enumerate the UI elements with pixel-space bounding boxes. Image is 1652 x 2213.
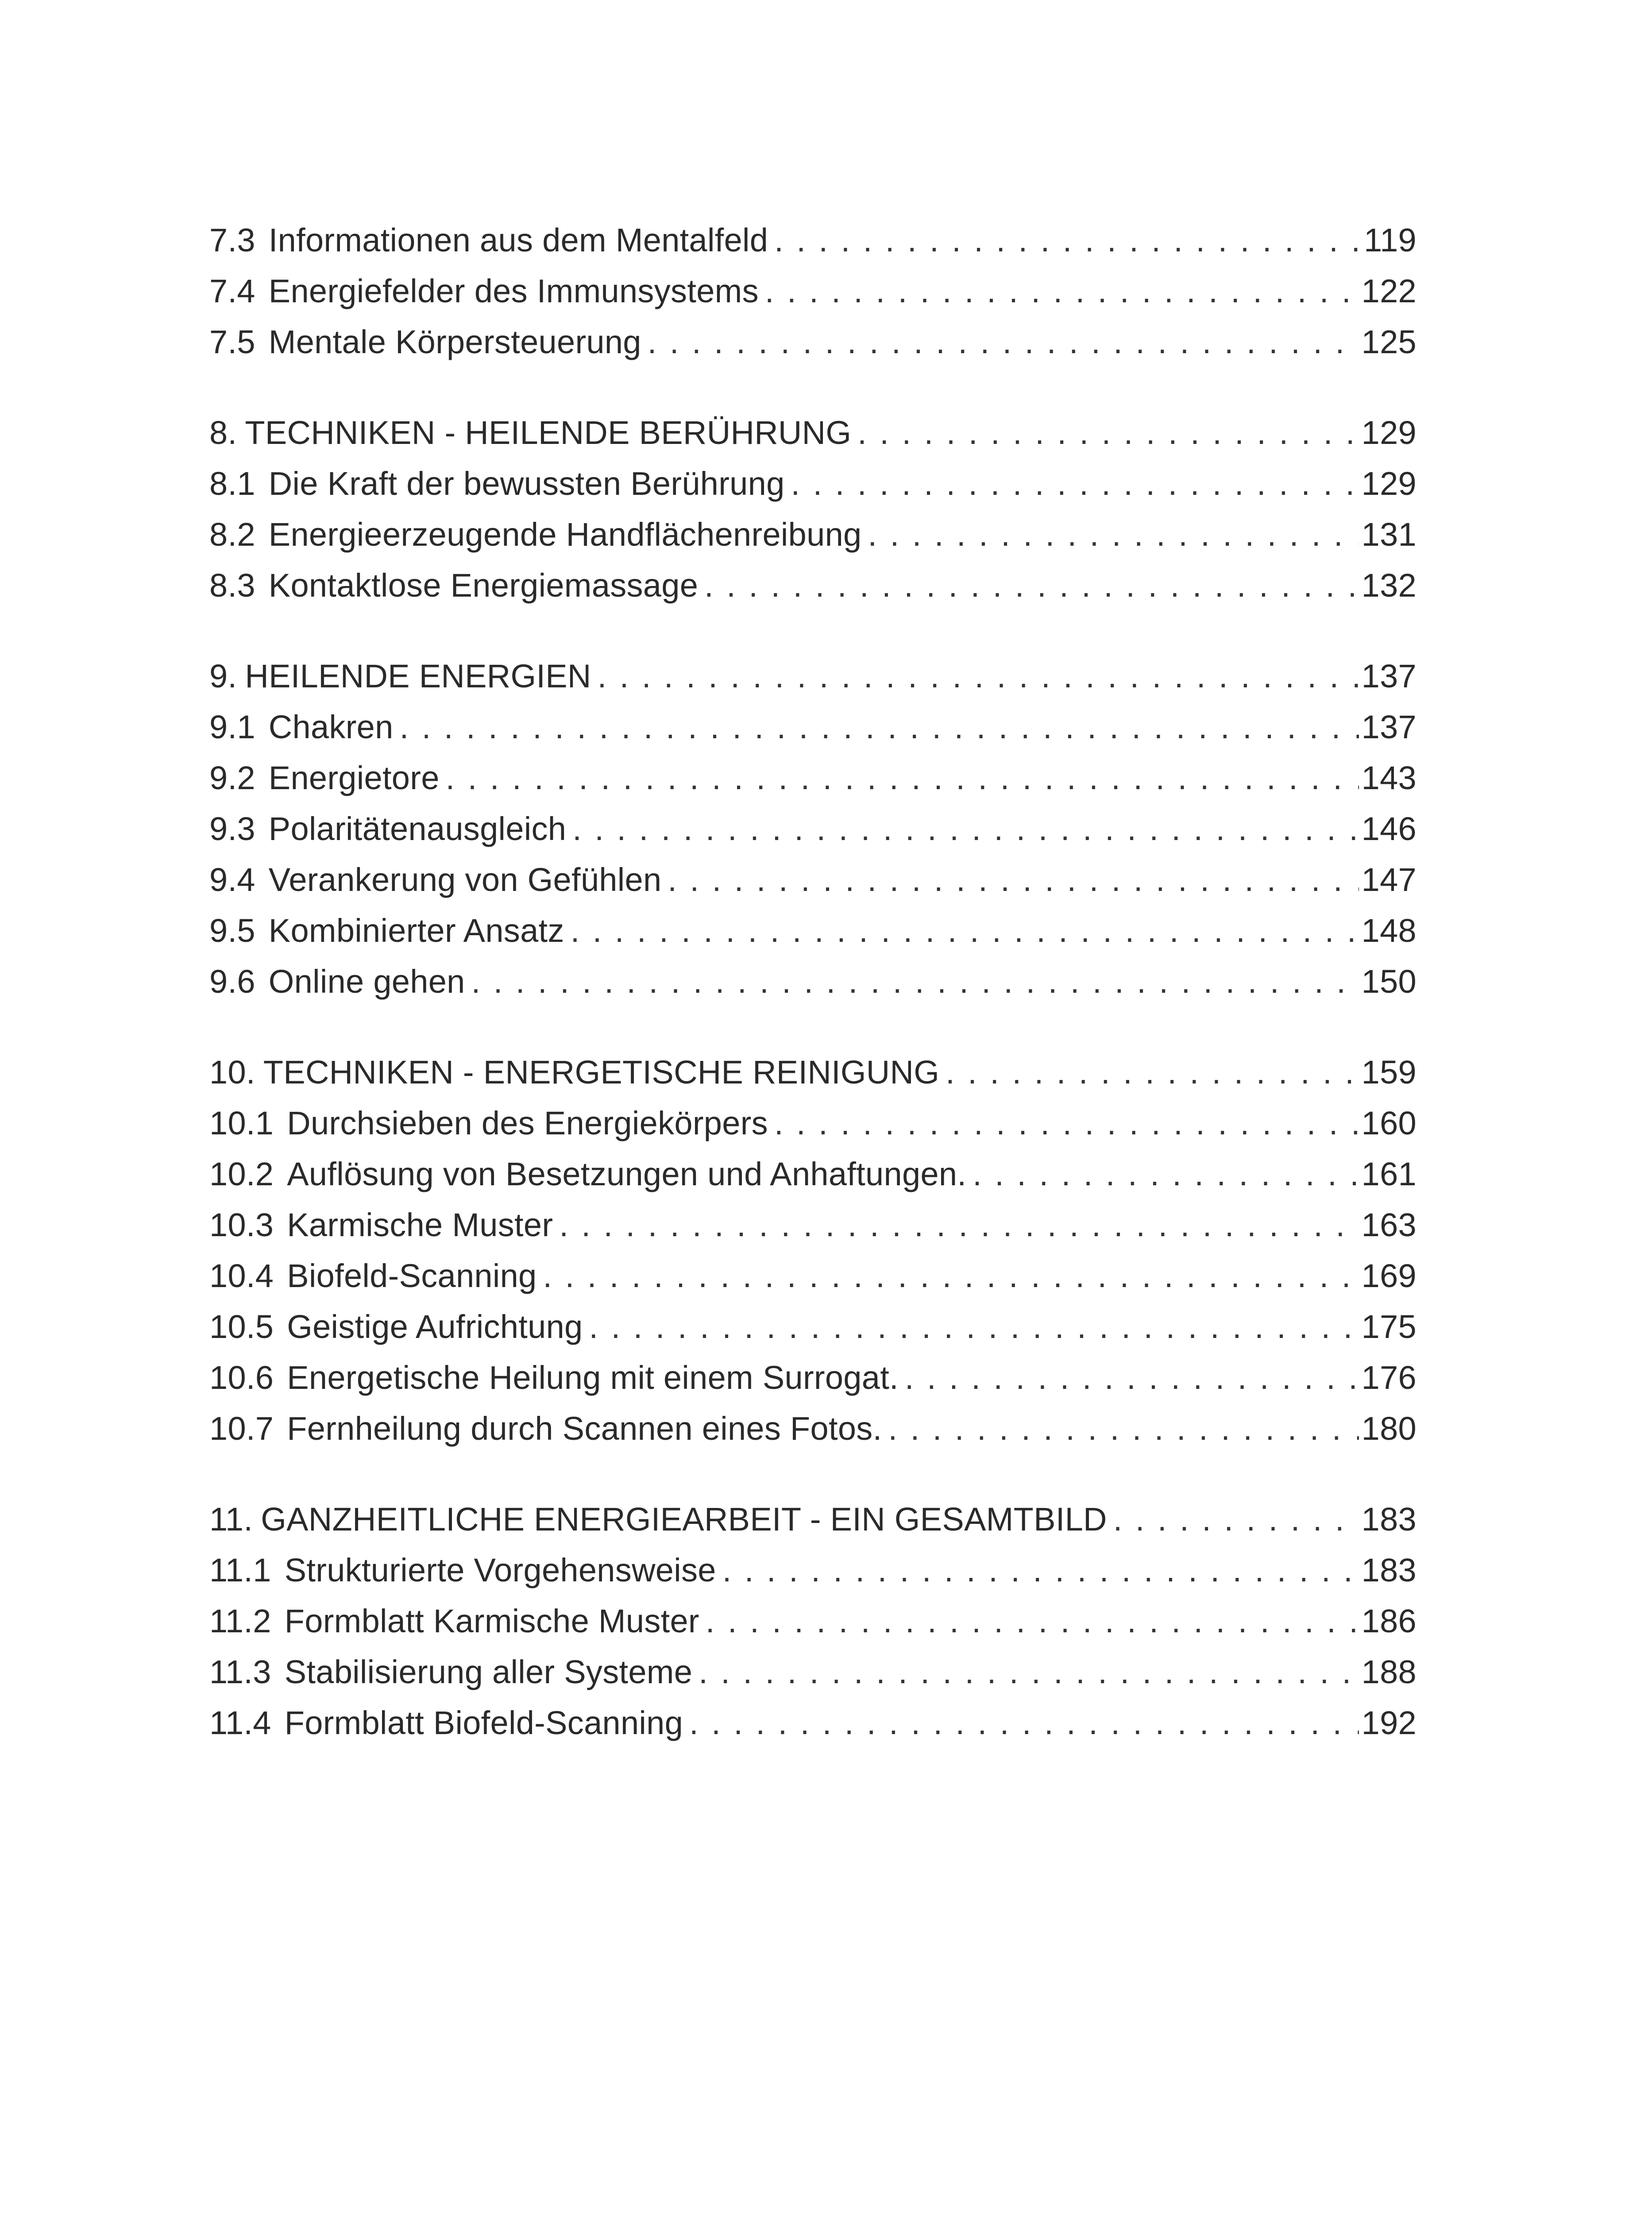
toc-entry-title: Formblatt Biofeld-Scanning <box>284 1704 683 1741</box>
dot-leader <box>704 560 1359 611</box>
toc-entry-number: 9.5 <box>209 912 255 949</box>
dot-leader <box>1113 1494 1359 1545</box>
toc-entry-title: Auflösung von Besetzungen und Anhaftungen. <box>287 1156 967 1192</box>
toc-entry[interactable] <box>209 1098 1417 1149</box>
toc-entry[interactable] <box>209 702 1417 752</box>
toc-entry[interactable] <box>209 215 1417 266</box>
toc-entry-page: 146 <box>1361 810 1417 847</box>
toc-entry-page: 159 <box>1361 1054 1417 1091</box>
toc-entry[interactable] <box>209 266 1417 316</box>
toc-entry[interactable] <box>209 956 1417 1007</box>
dot-leader <box>400 702 1359 752</box>
toc-entry-page: 131 <box>1361 516 1417 553</box>
toc-entry-page: 188 <box>1361 1654 1417 1690</box>
toc-entry-title: Biofeld-Scanning <box>287 1257 537 1294</box>
toc-entry-number: 10.1 <box>209 1105 274 1141</box>
toc-entry-page: 180 <box>1361 1410 1417 1447</box>
toc-entry-title: Geistige Aufrichtung <box>287 1308 583 1345</box>
toc-group-chapter-10 <box>209 1047 1417 1454</box>
toc-entry-page: 160 <box>1361 1105 1417 1141</box>
toc-entry-number: 11.2 <box>209 1603 271 1639</box>
toc-entry-title: Durchsieben des Energiekörpers <box>287 1105 768 1141</box>
toc-chapter-heading[interactable] <box>209 407 1417 458</box>
toc-entry-title: Energiefelder des Immunsystems <box>268 273 759 309</box>
toc-entry[interactable] <box>209 1646 1417 1697</box>
toc-entry-title: Energietore <box>268 760 440 796</box>
dot-leader <box>774 1098 1359 1149</box>
toc-entry-title: TECHNIKEN - ENERGETISCHE REINIGUNG <box>263 1054 940 1091</box>
toc-entry-title: Die Kraft der bewussten Berührung <box>268 465 785 502</box>
dot-leader <box>699 1646 1359 1697</box>
toc-entry-page: 129 <box>1361 414 1417 451</box>
dot-leader <box>706 1596 1359 1646</box>
toc-entry-number: 8. <box>209 414 237 451</box>
toc-entry-number: 8.1 <box>209 465 255 502</box>
dot-leader <box>868 509 1359 560</box>
toc-entry-number: 8.2 <box>209 516 255 553</box>
toc-entry-title: TECHNIKEN - HEILENDE BERÜHRUNG <box>245 414 852 451</box>
toc-entry-title: Energieerzeugende Handflächenreibung <box>268 516 862 553</box>
toc-entry-number: 10. <box>209 1054 255 1091</box>
toc-entry[interactable] <box>209 1250 1417 1301</box>
toc-entry-number: 10.7 <box>209 1410 274 1447</box>
dot-leader <box>571 905 1359 956</box>
toc-entry-title: Energetische Heilung mit einem Surrogat. <box>287 1359 899 1396</box>
dot-leader <box>791 458 1359 509</box>
toc-entry-title: Fernheilung durch Scannen eines Fotos. <box>287 1410 882 1447</box>
toc-entry-page: 129 <box>1361 465 1417 502</box>
dot-leader <box>774 215 1361 266</box>
toc-entry-title: GANZHEITLICHE ENERGIEARBEIT - EIN GESAMTBILD <box>261 1501 1107 1538</box>
toc-entry-title: Kombinierter Ansatz <box>268 912 564 949</box>
toc-chapter-heading[interactable] <box>209 1494 1417 1545</box>
toc-entry-title: Kontaktlose Energiemassage <box>268 567 699 604</box>
toc-entry-number: 11.4 <box>209 1704 271 1741</box>
toc-chapter-heading[interactable] <box>209 1047 1417 1098</box>
toc-entry-page: 132 <box>1361 567 1417 604</box>
toc-entry-number: 11.3 <box>209 1654 271 1690</box>
toc-entry-number: 10.4 <box>209 1257 274 1294</box>
table-of-contents <box>209 215 1417 1788</box>
toc-entry[interactable] <box>209 1697 1417 1748</box>
toc-entry-number: 11. <box>209 1501 253 1538</box>
dot-leader <box>857 407 1359 458</box>
toc-entry-page: 175 <box>1361 1308 1417 1345</box>
toc-entry[interactable] <box>209 1301 1417 1352</box>
dot-leader <box>668 854 1359 905</box>
toc-entry-number: 7.3 <box>209 222 255 258</box>
toc-entry[interactable] <box>209 1403 1417 1454</box>
toc-entry-title: Verankerung von Gefühlen <box>268 861 662 898</box>
toc-entry-title: Informationen aus dem Mentalfeld <box>268 222 768 258</box>
toc-entry-page: 148 <box>1361 912 1417 949</box>
toc-group-chapter-9 <box>209 651 1417 1007</box>
dot-leader <box>946 1047 1359 1098</box>
toc-entry-title: Online gehen <box>268 963 465 1000</box>
dot-leader <box>888 1403 1359 1454</box>
toc-entry[interactable] <box>209 1149 1417 1199</box>
toc-entry-title: Karmische Muster <box>287 1207 553 1243</box>
toc-entry[interactable] <box>209 1352 1417 1403</box>
dot-leader <box>973 1149 1359 1199</box>
toc-entry[interactable] <box>209 905 1417 956</box>
toc-entry-title: Chakren <box>268 709 394 745</box>
dot-leader <box>559 1199 1359 1250</box>
toc-entry-page: 176 <box>1361 1359 1417 1396</box>
toc-entry-number: 7.5 <box>209 324 255 360</box>
toc-entry-page: 183 <box>1361 1552 1417 1588</box>
toc-entry-page: 147 <box>1361 861 1417 898</box>
toc-entry-number: 9.6 <box>209 963 255 1000</box>
toc-entry-number: 10.5 <box>209 1308 274 1345</box>
toc-entry-page: 192 <box>1361 1704 1417 1741</box>
toc-group-chapter-8 <box>209 407 1417 611</box>
toc-entry-number: 9.2 <box>209 760 255 796</box>
toc-entry-page: 143 <box>1361 760 1417 796</box>
toc-entry[interactable] <box>209 1545 1417 1596</box>
toc-entry-title: Formblatt Karmische Muster <box>284 1603 699 1639</box>
toc-entry-page: 161 <box>1361 1156 1417 1192</box>
toc-entry-number: 9.4 <box>209 861 255 898</box>
dot-leader <box>543 1250 1359 1301</box>
toc-entry-page: 169 <box>1361 1257 1417 1294</box>
toc-group-chapter-11 <box>209 1494 1417 1748</box>
toc-entry-number: 10.6 <box>209 1359 274 1396</box>
toc-entry-number: 9. <box>209 658 237 694</box>
dot-leader <box>648 316 1359 367</box>
toc-entry-page: 186 <box>1361 1603 1417 1639</box>
toc-entry[interactable] <box>209 1199 1417 1250</box>
toc-entry[interactable] <box>209 560 1417 611</box>
toc-entry-title: Mentale Körpersteuerung <box>268 324 641 360</box>
toc-entry-number: 9.1 <box>209 709 255 745</box>
dot-leader <box>722 1545 1359 1596</box>
dot-leader <box>589 1301 1359 1352</box>
toc-entry[interactable] <box>209 752 1417 803</box>
toc-entry-page: 183 <box>1361 1501 1417 1538</box>
dot-leader <box>598 651 1359 702</box>
toc-group-chapter-7 <box>209 215 1417 367</box>
toc-entry-page: 137 <box>1361 709 1417 745</box>
toc-entry[interactable] <box>209 854 1417 905</box>
toc-entry-title: Strukturierte Vorgehensweise <box>284 1552 716 1588</box>
toc-entry[interactable] <box>209 458 1417 509</box>
toc-entry-number: 8.3 <box>209 567 255 604</box>
toc-entry-title: HEILENDE ENERGIEN <box>245 658 591 694</box>
toc-entry-number: 10.3 <box>209 1207 274 1243</box>
toc-entry-page: 125 <box>1361 324 1417 360</box>
dot-leader <box>689 1697 1359 1748</box>
toc-entry-number: 11.1 <box>209 1552 271 1588</box>
toc-entry-page: 119 <box>1364 222 1417 258</box>
dot-leader <box>765 266 1359 316</box>
toc-chapter-heading[interactable] <box>209 651 1417 702</box>
dot-leader <box>446 752 1359 803</box>
toc-entry[interactable] <box>209 509 1417 560</box>
toc-entry[interactable] <box>209 803 1417 854</box>
toc-entry-number: 9.3 <box>209 810 255 847</box>
dot-leader <box>572 803 1359 854</box>
toc-entry-page: 137 <box>1361 658 1417 694</box>
dot-leader <box>471 956 1359 1007</box>
toc-entry-page: 122 <box>1361 273 1417 309</box>
toc-entry[interactable] <box>209 1596 1417 1646</box>
toc-entry[interactable] <box>209 316 1417 367</box>
toc-entry-title: Polaritätenausgleich <box>268 810 567 847</box>
toc-entry-number: 7.4 <box>209 273 255 309</box>
toc-entry-page: 163 <box>1361 1207 1417 1243</box>
dot-leader <box>905 1352 1359 1403</box>
toc-entry-title: Stabilisierung aller Systeme <box>284 1654 693 1690</box>
toc-entry-page: 150 <box>1361 963 1417 1000</box>
toc-entry-number: 10.2 <box>209 1156 274 1192</box>
